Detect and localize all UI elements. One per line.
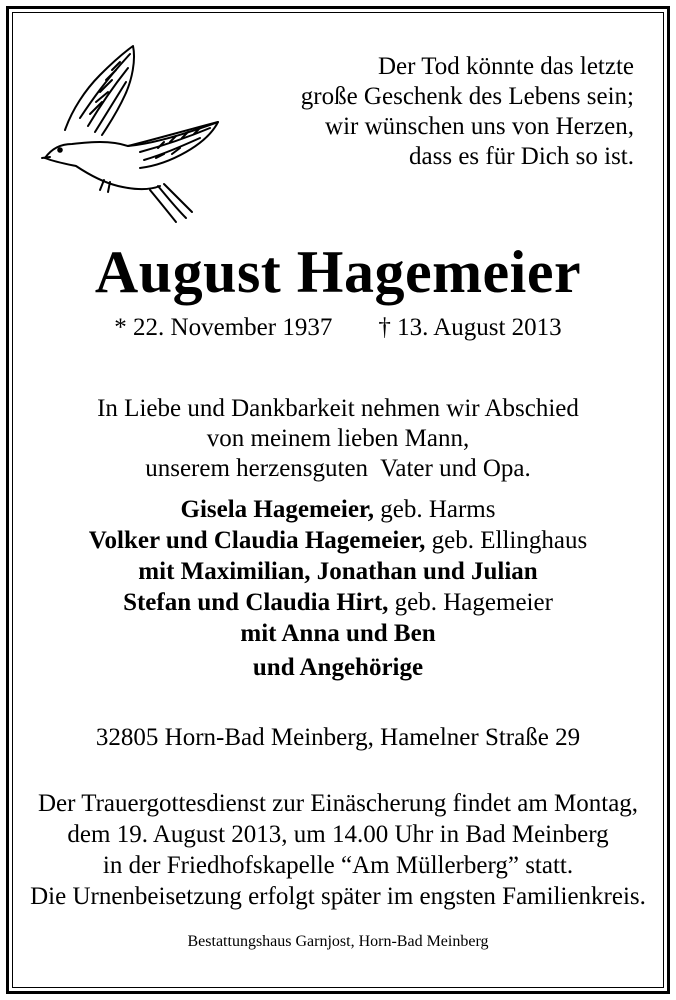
service-line: Der Trauergottesdienst zur Einäscherung findet am Montag, xyxy=(37,790,639,817)
deceased-name: August Hagemeier xyxy=(94,239,582,305)
mourner-line xyxy=(0,494,676,525)
service-line: Die Urnenbeisetzung erfolgt später im engsten Familienkreis. xyxy=(30,883,646,910)
mourner-maiden-name: geb. Hagemeier xyxy=(388,589,553,616)
poem xyxy=(214,52,634,172)
poem-line: Der Tod könnte das letzte xyxy=(377,53,634,80)
poem-line: dass es für Dich so ist. xyxy=(409,143,634,170)
funeral-home: Bestattungshaus Garnjost, Horn-Bad Meinberg xyxy=(187,933,489,950)
death-date: † 13. August 2013 xyxy=(378,314,562,341)
mourner-name: Stefan und Claudia Hirt, xyxy=(123,589,389,616)
mourner-line: und Angehörige xyxy=(252,654,424,681)
farewell-text xyxy=(0,394,676,484)
mourners-list xyxy=(0,494,676,683)
poem-line: wir wünschen uns von Herzen, xyxy=(325,113,634,140)
farewell-line: In Liebe und Dankbarkeit nehmen wir Abschied xyxy=(97,395,579,422)
life-dates xyxy=(0,312,676,344)
farewell-line: von meinem lieben Mann, xyxy=(206,425,470,452)
mourner-line: mit Anna und Ben xyxy=(240,620,436,647)
birth-date: * 22. November 1937 xyxy=(114,314,333,341)
service-info xyxy=(0,788,676,912)
service-line: dem 19. August 2013, um 14.00 Uhr in Bad Meinberg xyxy=(67,821,609,848)
mourner-line xyxy=(0,587,676,618)
mourner-name: Volker und Claudia Hagemeier, xyxy=(88,527,426,554)
service-line: in der Friedhofskapelle “Am Müllerberg” statt. xyxy=(102,852,574,879)
address: 32805 Horn-Bad Meinberg, Hamelner Straße 29 xyxy=(95,724,581,751)
mourner-maiden-name: geb. Ellinghaus xyxy=(425,527,588,554)
dove-icon xyxy=(40,40,230,230)
poem-line: große Geschenk des Lebens sein; xyxy=(300,83,634,110)
mourner-line xyxy=(0,525,676,556)
farewell-line: unserem herzensguten Vater und Opa. xyxy=(145,455,531,482)
mourner-name: Gisela Hagemeier, xyxy=(180,496,374,523)
mourner-maiden-name: geb. Harms xyxy=(373,496,496,523)
mourner-line: mit Maximilian, Jonathan und Julian xyxy=(138,558,538,585)
